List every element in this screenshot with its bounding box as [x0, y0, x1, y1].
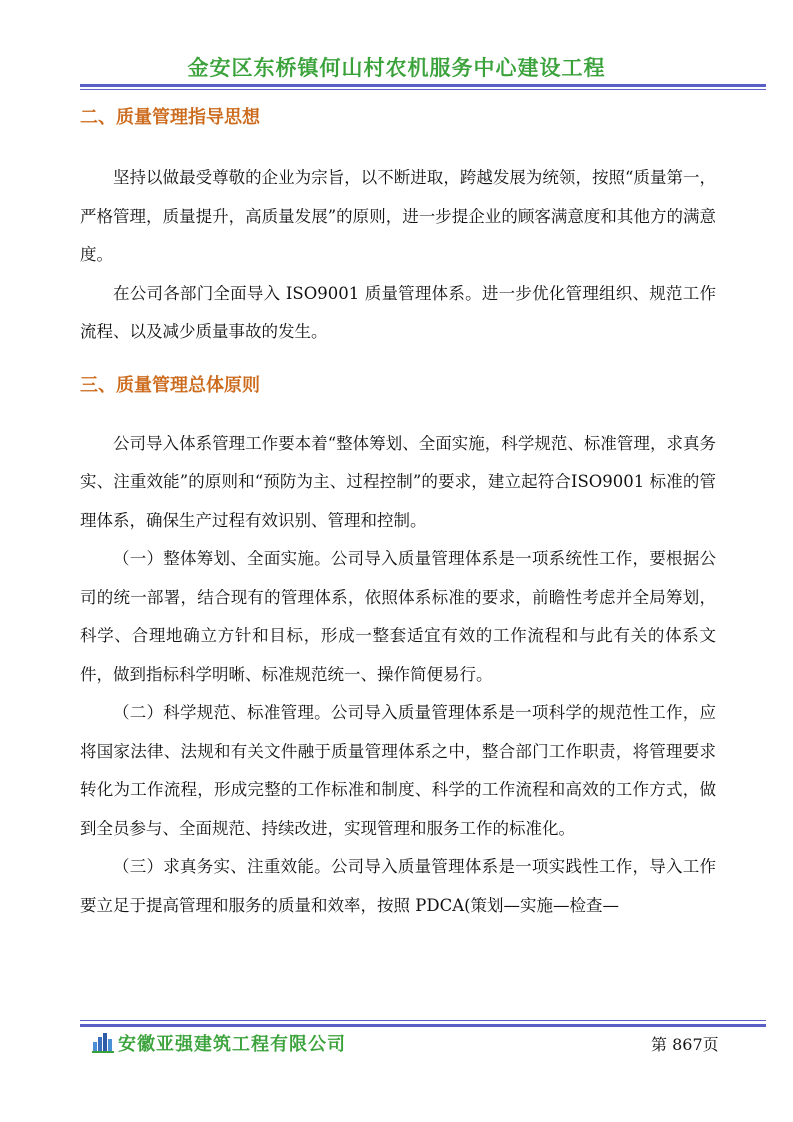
paragraph: （一）整体筹划、全面实施。公司导入质量管理体系是一项系统性工作，要根据公司的统一部署，结合现有的管理体系，依照体系标准的要求，前瞻性考虑并全局筹划，科学、合理地确立方针和目标，形成一整套适宜有效的工作流程和与此有关的体系文件，做到指标科学明晰、标准规范统一、操作简便易行。: [80, 549, 716, 684]
header-rule-thin: [80, 89, 766, 90]
section-heading-overall-principles: 三、质量管理总体原则: [80, 374, 260, 396]
paragraph: （三）求真务实、注重效能。公司导入质量管理体系是一项实践性工作，导入工作要立足于提高管理和服务的质量和效率，按照 PDCA(策划—实施—检查—: [80, 857, 716, 915]
section-heading-guiding-ideology: 二、质量管理指导思想: [80, 107, 260, 128]
page-number: 第 867页: [651, 1035, 719, 1054]
document-header-title: 金安区东桥镇何山村农机服务中心建设工程: [187, 56, 606, 80]
footer-rule-thick: [80, 1024, 766, 1027]
paragraph: 公司导入体系管理工作要本着“整体筹划、全面实施，科学规范、标准管理，求真务实、注重效能”的原则和“预防为主、过程控制”的要求，建立起符合ISO9001 标准的管理体系，确保生产过程有效识别、管理和控制。: [80, 433, 716, 530]
page-content: [80, 104, 716, 925]
footer-company: [92, 1030, 346, 1056]
company-name: 安徽亚强建筑工程有限公司: [118, 1034, 346, 1055]
paragraph: 在公司各部门全面导入 ISO9001 质量管理体系。进一步优化管理组织、规范工作流程、以及减少质量事故的发生。: [80, 283, 716, 341]
footer-rule-thin: [80, 1020, 766, 1021]
paragraph: 坚持以做最受尊敬的企业为宗旨，以不断进取，跨越发展为统领，按照“质量第一，严格管理，质量提升，高质量发展”的原则，进一步提企业的顾客满意度和其他方的满意度。: [80, 168, 716, 264]
building-logo-icon: [92, 1033, 114, 1053]
header-rule-thick: [80, 84, 766, 87]
paragraph: （二）科学规范、标准管理。公司导入质量管理体系是一项科学的规范性工作，应将国家法律、法规和有关文件融于质量管理体系之中，整合部门工作职责，将管理要求转化为工作流程，形成完整的工作标准和制度、科学的工作流程和高效的工作方式，做到全员参与、全面规范、持续改进，实现管理和服务工作的标准化。: [80, 703, 716, 838]
